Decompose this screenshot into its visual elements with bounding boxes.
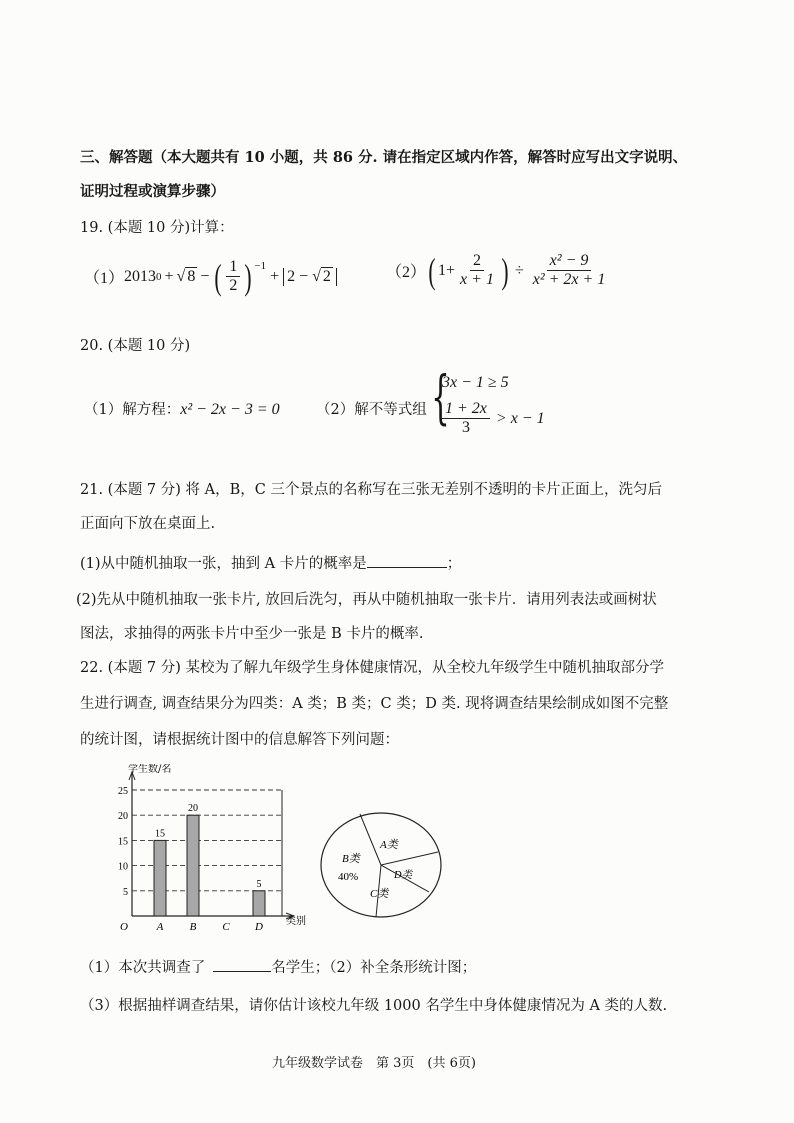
x-tick-label-B: B	[189, 921, 197, 933]
answer-blank-2[interactable]	[213, 957, 271, 972]
section-heading: 三、解答题（本大题共有 10 小题，共 86 分. 请在指定区域内作答，解答时应写出文字说明、	[80, 149, 688, 166]
page-footer: 九年级数学试卷 第 3页 (共 6页)	[272, 1056, 476, 1071]
bar-B	[187, 815, 199, 916]
y-tick-label-25: 25	[118, 786, 128, 797]
q21-text-cont: 正面向下放在桌面上.	[80, 516, 216, 532]
q21-sub2: (2)先从中随机抽取一张卡片, 放回后洗匀，再从中随机抽取一张卡片．请用列表法或画树状	[76, 592, 657, 608]
q19-one: 1+	[438, 261, 456, 279]
q20-heading: 20. (本题 10 分)	[80, 338, 191, 354]
q22-sub3: （3）根据抽样调查结果，请你估计该校九年级 1000 名学生中身体健康情况为 A 类的人数.	[80, 998, 668, 1014]
q20-equation: x² − 2x − 3 = 0	[180, 401, 280, 418]
q20-part2-label: （2）解不等式组	[316, 402, 427, 418]
q19-frac-rational: $\frac{\text{x² − 9}}{\text{x² + 2x + 1}}$	[532, 252, 606, 288]
bar-value-label-B: 20	[188, 803, 198, 815]
q19-heading: 19. (本题 10 分)计算：	[80, 220, 234, 236]
section-heading-cont: 证明过程或演算步骤）	[80, 183, 225, 200]
x-axis-label: 类别	[286, 916, 306, 927]
y-axis-label: 学生数/名	[128, 764, 172, 775]
q20-part1: （1）解方程：x² − 2x − 3 = 0	[84, 401, 280, 418]
pie-pct-b: 40%	[338, 871, 359, 883]
q21-text: 21. (本题 7 分) 将 A，B，C 三个景点的名称写在三张无差别不透明的卡片正面上，洗匀后	[80, 482, 662, 498]
bar-value-label-A: 15	[155, 828, 165, 840]
q19-exp-neg1: −1	[254, 259, 267, 272]
q22-text-3: 的统计图，请根据统计图中的信息解答下列问题：	[80, 732, 399, 748]
pie-divider-right-up	[381, 852, 438, 865]
pie-divider-top	[360, 814, 381, 865]
bar-value-label-D: 5	[256, 878, 262, 890]
y-tick-label-10: 10	[118, 861, 128, 873]
pie-label-a: A类	[380, 839, 398, 851]
q19-part2: （2） ( 1+ $\frac{2}{x + 1}$ ) ÷ $\frac{\text{x² − 9}}{\text{x² + 2x + 1}}$	[386, 252, 610, 289]
x-tick-label-A: A	[156, 921, 164, 933]
bar-D	[253, 891, 265, 916]
q19-sqrt8: √ 8	[176, 267, 196, 285]
q19-half: $\frac{1}{2}$	[226, 258, 240, 295]
q22-text-2: 生进行调查, 调查结果分为四类：A 类；B 类；C 类；D 类. 现将调查结果绘制成如图不完整	[80, 696, 669, 712]
bar-A	[154, 840, 166, 916]
y-tick-label-20: 20	[118, 811, 128, 823]
pie-chart	[318, 810, 444, 920]
q20-ineq1: 3x − 1 ≥ 5	[442, 374, 509, 391]
q22-text: 22. (本题 7 分) 某校为了解九年级学生身体健康情况，从全校九年级学生中随机抽取部分学	[80, 660, 665, 676]
pie-label-c: C类	[370, 888, 389, 900]
bar-chart	[110, 764, 310, 936]
q19-abs: 2 − √ 2	[283, 268, 337, 286]
x-tick-label-C: C	[222, 921, 230, 933]
answer-blank-1[interactable]	[367, 553, 447, 568]
y-tick-label-5: 5	[123, 886, 128, 898]
q19-part2-label: （2）	[386, 264, 427, 281]
q19-frac-2: $\frac{2}{x + 1}$	[460, 252, 494, 288]
pie-label-d: D类	[394, 870, 413, 881]
q20-ineq2: $\frac{1 + 2x}{3}$ > x − 1	[440, 400, 545, 437]
q21-sub1: (1)从中随机抽取一张，抽到 A 卡片的概率是 ；	[80, 552, 461, 573]
pie-label-b: B类	[342, 853, 360, 865]
q20-brace: {	[431, 363, 450, 431]
q19-exp0: 0	[156, 270, 162, 283]
q22-sub1: （1）本次共调查了 名学生；（2）补全条形统计图；	[80, 956, 476, 977]
q19-year: 2013	[124, 267, 157, 285]
x-tick-label-D: D	[255, 921, 263, 933]
origin-label: O	[120, 921, 128, 933]
y-tick-label-15: 15	[118, 836, 128, 848]
q19-part1: （1） 2013 0 + √ 8 − ( $\frac{1}{2}$ ) −1 + 2 − √ 2	[84, 258, 337, 295]
q19-div: ÷	[514, 261, 524, 279]
q21-sub2-cont: 图法，求抽得的两张卡片中至少一张是 B 卡片的概率.	[80, 626, 424, 642]
q19-part1-label: （1）	[84, 270, 125, 287]
